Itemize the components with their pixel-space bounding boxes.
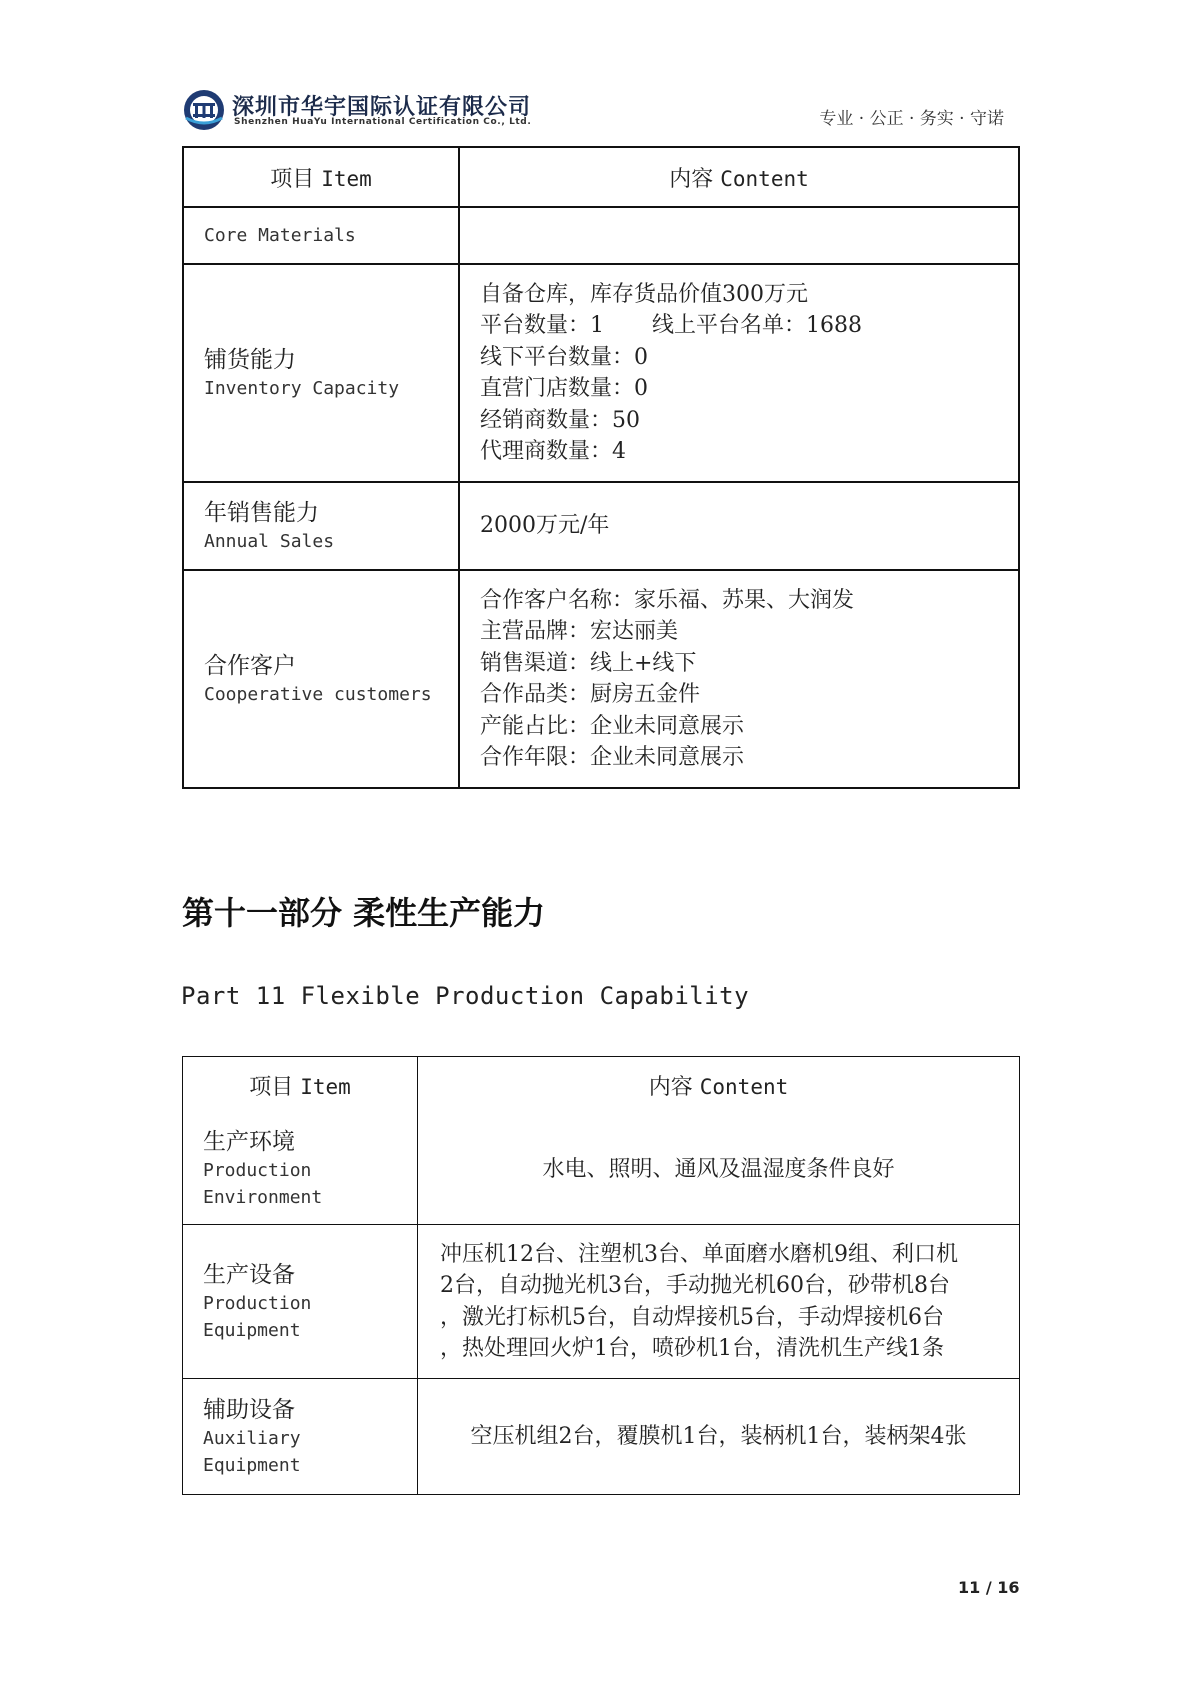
table-header-row (183, 1057, 1020, 1115)
content-line: 冲压机12台、注塑机3台、单面磨水磨机9组、利口机 (440, 1241, 958, 1267)
header-content-en: Content (699, 1075, 789, 1100)
table-row (183, 1115, 1020, 1225)
section-title: 第十一部分 柔性生产能力 (182, 894, 546, 932)
header-content-cn: 内容 (648, 1075, 693, 1101)
header-content-cell (459, 147, 1019, 207)
company-name-cn: 深圳市华宇国际认证有限公司 (232, 95, 532, 120)
content-line (480, 310, 1018, 342)
content-line: 水电、照明、通风及温湿度条件良好 (542, 1156, 895, 1182)
item-en: Inventory Capacity (204, 377, 400, 399)
content-cell (418, 1115, 1020, 1225)
item-cn: 辅助设备 (203, 1396, 295, 1423)
table-row (183, 264, 1019, 482)
item-en: Production (203, 1292, 312, 1314)
page-number: 11 / 16 (958, 1578, 1020, 1597)
content-cell (418, 1379, 1020, 1495)
content-line: 合作品类：厨房五金件 (480, 682, 701, 707)
item-cell (183, 570, 459, 788)
item-cell (183, 482, 459, 570)
header-item-en: Item (321, 166, 372, 191)
table-row (183, 1225, 1020, 1379)
content-cell (418, 1225, 1020, 1379)
content-line: 线下平台数量：0 (480, 344, 648, 370)
table-row (183, 1379, 1020, 1495)
item-en: Equipment (203, 1319, 301, 1341)
content-line: ，热处理回火炉1台，喷砂机1台，清洗机生产线1条 (440, 1336, 944, 1361)
content-cell (459, 264, 1019, 482)
content-line: ，激光打标机5台，自动焊接机5台，手动焊接机6台 (440, 1304, 944, 1330)
company-logo (182, 88, 226, 132)
item-cn: 年销售能力 (204, 499, 319, 526)
content-cell (459, 570, 1019, 788)
item-cn: 生产环境 (203, 1129, 295, 1156)
table-header-row (183, 147, 1019, 207)
content-line: 2台，自动抛光机3台，手动抛光机60台，砂带机8台 (440, 1273, 950, 1298)
content-line: 产能占比：企业未同意展示 (480, 713, 745, 739)
item-en: Equipment (203, 1454, 301, 1476)
page-header (182, 86, 1020, 134)
item-cn: 合作客户 (204, 652, 296, 679)
header-content-cell (418, 1057, 1020, 1115)
table-row (183, 570, 1019, 788)
item-cell (183, 1225, 418, 1379)
content-line: 直营门店数量：0 (480, 376, 648, 401)
company-slogan: 专业 · 公正 · 务实 · 守诺 (819, 109, 1004, 129)
content-line: 代理商数量：4 (480, 439, 626, 464)
header-item-cn: 项目 (249, 1075, 294, 1101)
item-cell (183, 207, 459, 264)
content-line: 主营品牌：宏达丽美 (480, 619, 679, 644)
platform-count: 平台数量：1 (480, 313, 604, 338)
content-line: 自备仓库，库存货品价值300万元 (480, 281, 808, 307)
content-line: 经销商数量：50 (480, 407, 640, 433)
content-line: 合作年限：企业未同意展示 (480, 745, 745, 770)
item-cn: 生产设备 (203, 1261, 295, 1288)
item-en: Core Materials (204, 225, 356, 246)
item-en: Annual Sales (204, 530, 335, 552)
content-line: 销售渠道：线上+线下 (480, 650, 697, 676)
sales-capability-table (182, 146, 1020, 789)
production-capability-table (182, 1056, 1020, 1495)
content-cell (459, 482, 1019, 570)
content-line: 合作客户名称：家乐福、苏果、大润发 (480, 587, 855, 613)
item-en: Auxiliary (203, 1427, 301, 1449)
header-item-en: Item (300, 1075, 351, 1100)
content-line: 空压机组2台，覆膜机1台，装柄机1台，装柄架4张 (470, 1423, 967, 1449)
item-cell (183, 1379, 418, 1495)
item-cell (183, 1115, 418, 1225)
company-name-en: Shenzhen HuaYu International Certification Co., Ltd. (234, 117, 532, 127)
content-line: 2000万元/年 (480, 513, 610, 539)
online-platform-list: 线上平台名单：1688 (652, 313, 862, 338)
table-row (183, 207, 1019, 264)
table-row (183, 482, 1019, 570)
section-subtitle: Part 11 Flexible Production Capability (181, 982, 750, 1010)
header-content-cn: 内容 (669, 166, 714, 192)
header-item-cell (183, 147, 459, 207)
header-item-cn: 项目 (270, 166, 315, 192)
content-cell (459, 207, 1019, 264)
item-en: Environment (203, 1187, 323, 1209)
header-item-cell (183, 1057, 418, 1115)
item-cn: 铺货能力 (204, 346, 296, 373)
item-cell (183, 264, 459, 482)
header-content-en: Content (720, 166, 809, 191)
item-en: Production (203, 1160, 312, 1182)
item-en: Cooperative customers (204, 683, 432, 705)
